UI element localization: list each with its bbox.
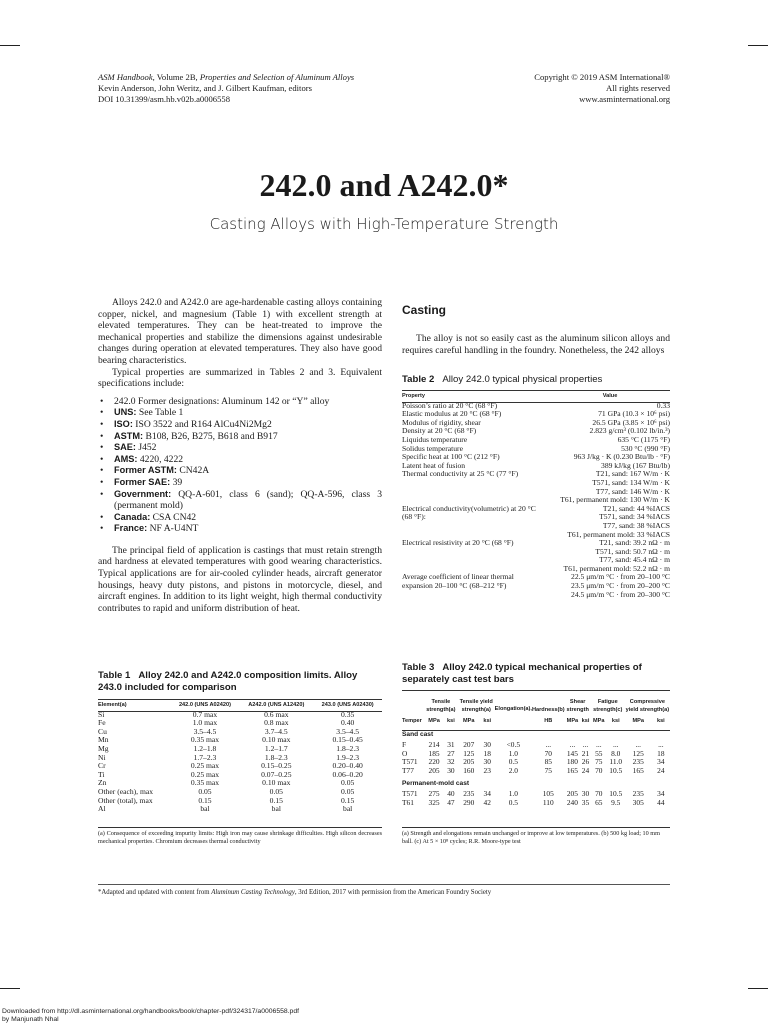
table3-group-header	[402, 691, 670, 716]
table3-cell: 44	[657, 797, 665, 807]
table3-subheader-cell: HB	[544, 718, 553, 724]
table3-cell: 31	[447, 740, 455, 750]
table1-bottom-rule	[98, 827, 382, 828]
table1-cell: 0.05	[341, 786, 355, 796]
table3-subheader-cell: MPa	[632, 718, 644, 724]
table3-cell: 40	[447, 789, 455, 799]
table3-cell: ...	[635, 740, 641, 750]
specification-value: J452	[135, 442, 157, 454]
table3-cell: 235	[463, 789, 475, 799]
table2-property: Specific heat at 100 °C (212 °F)	[402, 452, 500, 462]
table2-value: T61, permanent mold: 52.2 nΩ · m	[563, 563, 670, 573]
table3-cell: ...	[545, 740, 552, 750]
table2-header-rule	[402, 402, 670, 403]
table3-cell: 75	[595, 757, 603, 767]
table3-cell: 240	[566, 797, 578, 807]
table1-cell: Other (total), max	[98, 795, 153, 805]
specification-item	[98, 465, 382, 477]
table2-value: T571, sand: 134 W/m · K	[592, 477, 670, 487]
table3-cell: O	[402, 748, 408, 758]
table2-property: Poisson’s ratio at 20 °C (68 °F)	[402, 400, 498, 410]
table3-subheader-cell: ksi	[447, 718, 455, 724]
table1-cell: bal	[200, 804, 210, 814]
table1-cell: 0.6 max	[264, 709, 289, 719]
specification-value: CN42A	[176, 465, 210, 477]
table1-cell: 0.15	[198, 795, 212, 805]
table2-property: Liquidus temperature	[402, 434, 468, 444]
table1-row	[98, 797, 382, 806]
table1-cell: 1.2–1.7	[264, 743, 288, 753]
table3-cell: 70	[544, 748, 552, 758]
table3-cell: ...	[569, 740, 576, 750]
table3-cell: 0.5	[508, 797, 518, 807]
casting-paragraph	[402, 333, 670, 356]
specification-value: 39	[170, 476, 183, 488]
crop-mark	[748, 45, 768, 46]
table1-cell: Other (each), max	[98, 786, 154, 796]
table1-cell: 0.35 max	[190, 778, 220, 788]
table1-cell: 0.20–0.40	[332, 761, 363, 771]
table2-property: Density at 20 °C (68 °F)	[402, 426, 477, 436]
table3-cell: ...	[658, 740, 664, 750]
table3-cell: T571	[402, 757, 418, 767]
table1-cell: Cr	[98, 761, 106, 771]
table1-cell: 0.05	[269, 786, 283, 796]
specification-value: ISO 3522 and R164 AlCu4Ni2Mg2	[132, 418, 272, 430]
table1-header-cell: 242.0 (UNS A02420)	[178, 702, 231, 708]
table3-section-title: Permanent-mold cast	[402, 779, 470, 787]
table3-cell: 0.5	[508, 757, 518, 767]
application-paragraph: The principal field of application is castings that must retain strength and hardness at elevated temperatures with good wearing characteristics. Typical applications are for air-cooled cylinder heads, aircraft generator housings, heavy duty pistons, and pistons in motorcycle, diesel, and aircraft engines. In addition to its light weight, high thermal conductivity contributes to rapid and uniform distribution of heat.	[98, 544, 382, 614]
table3-cell: 21	[581, 748, 590, 758]
table3-cell: 34	[657, 789, 665, 799]
table1-cell: 0.35 max	[190, 735, 220, 745]
table2-value: 635 °C (1175 °F)	[617, 434, 670, 444]
table2-title: Alloy 242.0 typical physical properties	[442, 374, 603, 385]
source-book-title: Aluminum Casting Technology	[211, 889, 295, 896]
table1-cell: 0.05	[198, 786, 212, 796]
table3-cell: 235	[632, 789, 644, 799]
table1-cell: 1.7–2.3	[193, 752, 217, 762]
table3-row	[402, 741, 670, 750]
table1-cell: 3.5–4.5	[336, 726, 360, 736]
specification-label: Government:	[114, 488, 172, 499]
table3-cell: ...	[612, 740, 619, 750]
table3-cell: 165	[632, 765, 644, 775]
table1-cell: 0.06–0.20	[332, 769, 363, 779]
citation-block	[98, 72, 354, 105]
specification-label: Canada:	[114, 511, 151, 522]
table2-value: 22.5 μm/m °C · from 20–100 °C	[571, 572, 670, 582]
table1-cell: 0.8 max	[264, 718, 289, 728]
table3-cell: 32	[447, 757, 455, 767]
table2-value: 23.5 μm/m °C · from 20–200 °C	[571, 581, 670, 591]
table1-cell: Ni	[98, 752, 106, 762]
table3-subheader-cell: MPa	[428, 718, 440, 724]
table3-subheader-cell: MPa	[462, 718, 475, 724]
specification-label: ASTM:	[114, 430, 144, 441]
table3-cell: T77	[402, 765, 414, 775]
table2-value: T77, sand: 146 W/m · K	[595, 486, 670, 496]
table3-cell: 30	[483, 740, 491, 750]
table1-cell: 1.0 max	[192, 718, 218, 728]
table3	[402, 691, 670, 807]
table3-cell: 275	[428, 789, 440, 799]
table3-cell: <0.5	[506, 740, 521, 750]
table3-cell: 34	[483, 789, 491, 799]
table2-value: 24.5 μm/m °C · from 20–300 °C	[571, 589, 670, 599]
table2-value: 71 GPa (10.3 × 10⁶ psi)	[598, 409, 670, 419]
crop-mark	[0, 988, 20, 989]
specification-item	[98, 442, 382, 454]
table1-cell: 0.15	[341, 795, 355, 805]
table3-section-row	[402, 776, 670, 791]
table2-value: 963 J/kg · K (0.230 Btu/lb · °F)	[573, 452, 670, 462]
table2-property: Average coefficient of linear thermal expansion 20–100 °C (68–212 °F)	[402, 572, 514, 591]
table1-cell: Cu	[98, 726, 107, 736]
table3-cell: 11.0	[609, 757, 623, 767]
table3-cell: 180	[566, 757, 578, 767]
casting-heading: Casting	[402, 303, 447, 317]
table3-header-tensile: Tensile strength(a)	[426, 698, 456, 714]
table2-value: T77, sand: 38 %IACS	[602, 520, 670, 530]
table3-subheader-cell: MPa	[593, 718, 605, 724]
table3-cell: 220	[428, 757, 440, 767]
table3-cell: 325	[428, 797, 440, 807]
table3-section-row	[402, 727, 670, 742]
specification-label: Former ASTM:	[114, 465, 177, 476]
table3-grid	[402, 691, 670, 807]
table3-header-shear: Shear strength	[566, 698, 589, 714]
table2-value: T77, sand: 45.4 nΩ · m	[599, 555, 670, 565]
table3-cell: 235	[632, 757, 644, 767]
table3-bottom-rule	[402, 827, 670, 828]
table3-header-compressive: Compressive yield strength(a)	[625, 698, 670, 714]
copyright-line: Copyright © 2019 ASM International®	[534, 72, 670, 82]
table1-cell: bal	[271, 804, 281, 814]
specification-value: CSA CN42	[150, 511, 197, 523]
table1-cell: 1.9–2.3	[336, 752, 360, 762]
table3-section-title: Sand cast	[402, 730, 434, 738]
table2-value: T571, sand: 34 %IACS	[599, 512, 670, 522]
download-url[interactable]: Downloaded from http://dl.asminternational.org/handbooks/book/chapter-pdf/324317/a0006558.pdf	[2, 1008, 300, 1015]
table1-grid	[98, 700, 382, 814]
table3-cell: 9.5	[611, 797, 621, 807]
download-user: by Manjunath Nhal	[2, 1016, 59, 1023]
table3-cell: 75	[544, 765, 552, 775]
specification-item	[98, 396, 382, 408]
table1-cell: 1.8–2.3	[336, 743, 360, 753]
casting-text: The alloy is not so easily cast as the aluminum silicon alloys and requires careful handling in the foundry. Nonetheless, the 242 alloys	[402, 333, 670, 356]
table3-cell: 42	[483, 797, 491, 807]
table3-cell: 110	[542, 797, 554, 807]
table1-cell: Si	[98, 709, 105, 719]
table3-header-elongation: Elongation(a),	[494, 705, 532, 712]
specification-item	[98, 407, 382, 419]
specification-item	[98, 489, 382, 512]
table2-value: T61, permanent mold: 33 %IACS	[567, 529, 670, 539]
table1-cell: Zn	[98, 778, 107, 788]
table1-cell: Mg	[98, 743, 109, 753]
table3-cell: 27	[447, 748, 455, 758]
table3-header-rule	[402, 730, 670, 731]
table3-cell: 8.0	[611, 748, 621, 758]
specification-label: AMS:	[114, 453, 138, 464]
table2-property: Solidus temperature	[402, 443, 463, 453]
download-stamp	[2, 1008, 299, 1024]
specification-label: SAE:	[114, 442, 136, 453]
table3-cell: 145	[566, 748, 578, 758]
table3-cell: 18	[483, 748, 491, 758]
table1-cell: 3.7–4.5	[264, 726, 288, 736]
specification-label: UNS:	[114, 407, 137, 418]
table3-header-hardness: Hardness(b)	[531, 707, 565, 714]
table3-row	[402, 767, 670, 776]
table3-number: Table 3	[402, 662, 435, 673]
table3-row	[402, 799, 670, 808]
table2-value: T571, sand: 50.7 nΩ · m	[595, 546, 670, 556]
table3-subheader-cell: ksi	[581, 718, 590, 724]
table2-property: Thermal conductivity at 25 °C (77 °F)	[402, 469, 519, 479]
specification-item	[98, 477, 382, 489]
table3-cell: ...	[596, 740, 602, 750]
table2-value: 389 kJ/kg (167 Btu/lb)	[601, 460, 670, 470]
specification-value: NF A-U4NT	[147, 523, 199, 535]
table1-cell: 0.15	[269, 795, 283, 805]
table2-grid	[402, 391, 670, 599]
table3-cell: 30	[447, 765, 455, 775]
table3-cell: T571	[402, 789, 418, 799]
table3-cell: ...	[582, 740, 589, 750]
table3-cell: 205	[463, 757, 475, 767]
table3-cell: 10.5	[609, 765, 623, 775]
table3-cell: 34	[657, 757, 665, 767]
source-footnote-text-end: , 3rd Edition, 2017 with permission from the American Foundry Society	[294, 889, 492, 896]
table3-row	[402, 758, 670, 767]
table1-cell: 0.35	[341, 709, 355, 719]
table2-value: 530 °C (990 °F)	[621, 443, 670, 453]
copyright-block	[534, 72, 670, 105]
specification-value: 4220, 4222	[137, 453, 184, 465]
table3-cell: 207	[463, 740, 475, 750]
table2-value: 26.5 GPa (3.85 × 10⁶ psi)	[592, 417, 670, 427]
table1-cell: 1.8–2.3	[264, 752, 288, 762]
table1-cell: Ti	[98, 769, 105, 779]
table3-cell: 165	[566, 765, 578, 775]
table3-cell: 205	[566, 789, 578, 799]
table1-caption	[98, 670, 382, 694]
table3-header-fatigue: Fatigue strength(c)	[593, 698, 623, 714]
citation-book-title: Properties and Selection of Aluminum Alloys	[199, 72, 355, 82]
specification-label: France:	[114, 523, 148, 534]
table3-cell: 47	[447, 797, 455, 807]
table3-cell: 18	[657, 748, 665, 758]
table1-header-cell: 243.0 (UNS A02430)	[321, 702, 374, 708]
specification-item	[98, 431, 382, 443]
table2-value: T21, sand: 167 W/m · K	[595, 469, 670, 479]
table1-cell: 0.05	[341, 778, 355, 788]
page-title: 242.0 and A242.0*	[259, 167, 509, 203]
table1-cell: Mn	[98, 735, 109, 745]
table2-value: T21, sand: 44 %IACS	[602, 503, 670, 513]
specification-item	[98, 523, 382, 535]
table3-cell: 24	[657, 765, 665, 775]
table3-cell: 125	[463, 748, 475, 758]
table3-cell: 30	[581, 789, 590, 799]
table1-cell: 0.15–0.25	[261, 761, 292, 771]
table2-number: Table 2	[402, 374, 435, 385]
table2-value: 0.33	[656, 400, 670, 410]
citation-volume: , Volume 2B,	[152, 72, 200, 82]
specification-label: ISO:	[114, 418, 133, 429]
table1-cell: 3.5–4.5	[193, 726, 217, 736]
rights-line: All rights reserved	[606, 83, 670, 93]
table3-cell: 1.0	[508, 789, 518, 799]
table1-cell: 0.10 max	[262, 735, 291, 745]
table3-cell: T61	[402, 797, 414, 807]
table3-cell: 1.0	[508, 748, 518, 758]
table3-subheader-cell: ksi	[656, 718, 665, 724]
table1-cell: 1.2–1.8	[193, 743, 217, 753]
specification-value: B108, B26, B275, B618 and B917	[143, 430, 278, 442]
intro-section	[98, 297, 382, 614]
table2-value: T21, sand: 39.2 nΩ · m	[599, 538, 670, 548]
table3-subheader-cell: Temper	[402, 718, 422, 724]
intro-paragraph: Alloys 242.0 and A242.0 are age-hardenable casting alloys containing copper, nickel, and magnesium (Table 1) with excellent strength at elevated temperatures. They can be heat-treated to improve the mechanical properties and stabilize the dimensions against undesirable changes during operation at elevated temperatures. They also have good bearing characteristics.	[98, 297, 382, 366]
table1-row	[98, 805, 382, 814]
specification-value: 242.0 Former designations: Aluminum 142 or “Y” alloy	[114, 395, 330, 407]
table3-subheader-cell: ksi	[611, 718, 620, 724]
table3-cell: 85	[544, 757, 552, 767]
source-footnote	[98, 889, 491, 897]
table3-cell: 205	[428, 765, 440, 775]
table3-cell: 185	[428, 748, 440, 758]
table3-cell: 305	[632, 797, 644, 807]
citation-editors: Kevin Anderson, John Weritz, and J. Gilbert Kaufman, editors	[98, 83, 312, 93]
table3-cell: 30	[483, 757, 491, 767]
table3-title: Alloy 242.0 typical mechanical properties of separately cast test bars	[402, 662, 642, 685]
table2-property: Modulus of rigidity, shear	[402, 417, 481, 427]
table1-cell: Al	[98, 804, 106, 814]
table2-property: Elastic modulus at 20 °C (68 °F)	[402, 409, 502, 419]
table1-cell: Fe	[98, 718, 106, 728]
table3-cell: 105	[542, 789, 554, 799]
table3-footnote: (a) Strength and elongations remain unchanged or improve at low temperatures. (b) 500 kg load; 10 mm ball. (c) At 5 × 10⁸ cycles; R.R. Moore-type test	[402, 830, 660, 845]
table1-row	[98, 771, 382, 780]
specification-item	[98, 419, 382, 431]
table3-cell: 10.5	[609, 789, 623, 799]
table1-number: Table 1	[98, 670, 131, 681]
table1-cell: 0.07–0.25	[261, 769, 292, 779]
table3-cell: 35	[581, 797, 590, 807]
table1-header-cell: A242.0 (UNS A12420)	[248, 702, 305, 708]
table2-header-property: Property	[402, 393, 426, 399]
table1	[98, 700, 382, 814]
table1-header-rule	[98, 711, 382, 712]
table3-cell: F	[402, 740, 407, 750]
table3-cell: 70	[595, 765, 603, 775]
intro-paragraph: Typical properties are summarized in Tables 2 and 3. Equivalent specifications include:	[98, 366, 382, 390]
table3-cell: 23	[483, 765, 491, 775]
table1-cell: 0.25 max	[190, 769, 220, 779]
website-link[interactable]: www.asminternational.org	[579, 94, 670, 104]
table1-title: Alloy 242.0 and A242.0 composition limits. Alloy 243.0 included for comparison	[98, 670, 358, 693]
table3-cell: 290	[463, 797, 475, 807]
table2-property: Latent heat of fusion	[402, 460, 466, 470]
table3-cell: 70	[595, 789, 603, 799]
table3-cell: 2.0	[508, 765, 518, 775]
table3-cell: 125	[632, 748, 644, 758]
crop-mark	[0, 45, 20, 46]
table3-caption	[402, 662, 670, 686]
table3-cell: 55	[595, 748, 603, 758]
table3-subheader-cell: ksi	[483, 718, 492, 724]
specification-label: Former SAE:	[114, 476, 171, 487]
specification-value: QQ-A-601, class 6 (sand); QQ-A-596, class 3 (permanent mold)	[114, 488, 382, 512]
table2-caption	[402, 374, 670, 386]
table3-cell: 214	[428, 740, 440, 750]
table3-subheader-cell: MPa	[566, 718, 579, 724]
table3-cell: 26	[581, 757, 590, 767]
page-subtitle: Casting Alloys with High-Temperature Strength	[209, 215, 559, 233]
footnote-rule	[98, 884, 670, 885]
citation-doi: DOI 10.31399/asm.hb.v02b.a0006558	[98, 94, 230, 104]
specification-item	[98, 454, 382, 466]
table1-cell: bal	[343, 804, 353, 814]
table1-cell: 0.25 max	[190, 761, 220, 771]
source-footnote-text: *Adapted and updated with content from	[98, 889, 212, 896]
table3-cell: 65	[595, 797, 603, 807]
table2-value: 2.823 g/cm³ (0.102 lb/in.³)	[589, 426, 670, 436]
table3-row	[402, 790, 670, 799]
table2-property: Electrical resistivity at 20 °C (68 °F)	[402, 538, 514, 548]
table3-cell: 160	[463, 765, 475, 775]
crop-mark	[748, 988, 768, 989]
table2	[402, 391, 670, 599]
table2-header-value: Value	[602, 393, 618, 399]
table1-cell: 0.7 max	[192, 709, 218, 719]
table3-header-yield: Tensile yield strength(a)	[459, 698, 493, 714]
table1-header-cell: Element(a)	[98, 702, 127, 708]
specification-item	[98, 512, 382, 524]
table3-row	[402, 750, 670, 759]
specification-value: See Table 1	[136, 407, 184, 419]
table1-cell: 0.15–0.45	[332, 735, 363, 745]
citation-handbook: ASM Handbook	[98, 72, 153, 82]
table1-footnote: (a) Consequence of exceeding impurity limits: High iron may cause shrinkage difficulties. High silicon decreases mechanical properties. Chromium decreases thermal conductivity	[98, 830, 382, 845]
specifications-list	[98, 396, 382, 535]
table2-value: T61, permanent mold: 130 W/m · K	[560, 495, 670, 505]
table3-cell: 24	[581, 765, 590, 775]
table1-cell: 0.40	[341, 718, 355, 728]
table2-property: Electrical conductivity(volumetric) at 20 °C (68 °F):	[402, 503, 536, 522]
table1-cell: 0.10 max	[262, 778, 291, 788]
